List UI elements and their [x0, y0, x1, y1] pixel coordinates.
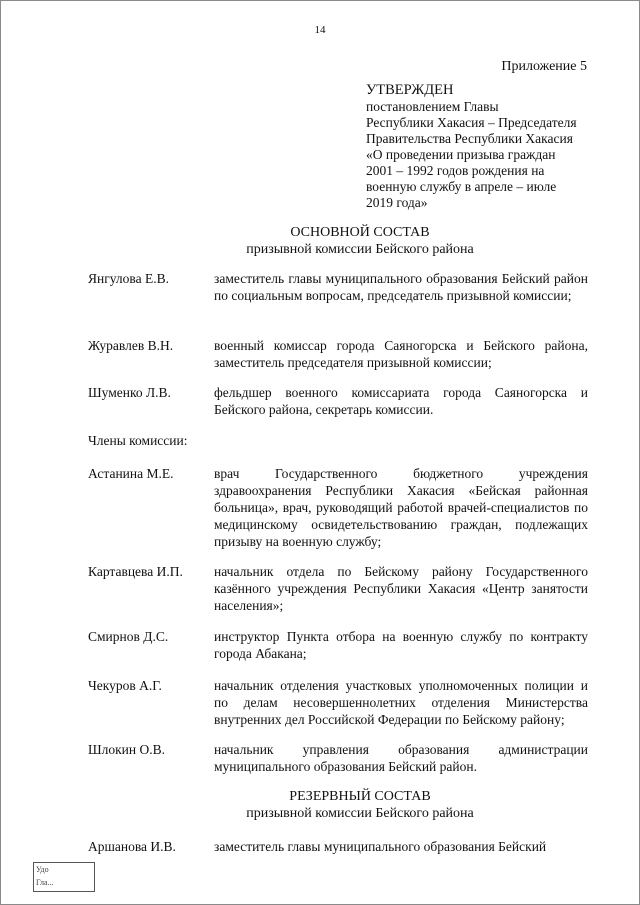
member-entry: [88, 628, 588, 662]
member-entry: [88, 838, 588, 855]
approval-line: 2001 – 1992 годов рождения на: [366, 163, 545, 178]
member-entry: [88, 384, 588, 418]
appendix-label: Приложение 5: [501, 59, 587, 74]
member-name: Янгулова Е.В.: [88, 271, 169, 286]
member-role: инструктор Пункта отбора на военную службу по контракту города Абакана;: [214, 629, 588, 661]
approval-heading: УТВЕРЖДЕН: [366, 82, 454, 98]
member-role: военный комиссар города Саяногорска и Бейского района, заместитель председателя призывной комиссии;: [214, 338, 588, 370]
main-composition-subtitle: призывной комиссии Бейского района: [246, 242, 474, 257]
approval-line: военную службу в апреле – июле: [366, 179, 557, 194]
member-name: Смирнов Д.С.: [88, 629, 169, 644]
member-entry: [88, 677, 588, 728]
member-entry: [88, 563, 588, 614]
page-number: 14: [314, 24, 326, 36]
member-role: врач Государственного бюджетного учреждения здравоохранения Республики Хакасия «Бейская районная больница», врач, руководящий работой врачей-специалистов по медицинскому освидетельствованию граждан, подлежащих призыву на военную службу;: [214, 466, 588, 549]
members-label: Члены комиссии:: [88, 433, 188, 448]
approval-block: [366, 82, 606, 211]
member-name: Чекуров А.Г.: [88, 678, 162, 693]
member-role: заместитель главы муниципального образования Бейский район по социальным вопросам, председатель призывной комиссии;: [214, 271, 588, 303]
main-composition-title: ОСНОВНОЙ СОСТАВ: [290, 225, 430, 240]
member-name: Журавлев В.Н.: [88, 338, 174, 353]
member-entry: [88, 337, 588, 371]
member-role: фельдшер военного комиссариата города Саяногорска и Бейского района, секретарь комиссии.: [214, 385, 588, 417]
member-entry: [88, 741, 588, 775]
stamp-line: Удо: [36, 865, 49, 874]
reserve-composition-subtitle: призывной комиссии Бейского района: [246, 806, 474, 821]
member-role: заместитель главы муниципального образования Бейский: [214, 839, 547, 854]
stamp-line: Гла...: [36, 878, 54, 887]
member-name: Шлокин О.В.: [88, 742, 165, 757]
reserve-composition-title: РЕЗЕРВНЫЙ СОСТАВ: [289, 789, 431, 804]
approval-line: Республики Хакасия – Председателя: [366, 115, 577, 130]
member-role: начальник отделения участковых уполномоченных полиции и по делам несовершеннолетних отделения Министерства внутренних дел Российской Федерации по Бейскому району;: [214, 678, 588, 727]
member-name: Астанина М.Е.: [88, 466, 174, 481]
member-entry: [88, 465, 588, 550]
approval-line: Правительства Республики Хакасия: [366, 131, 573, 146]
member-name: Аршанова И.В.: [88, 839, 176, 854]
approval-line: 2019 года»: [366, 195, 428, 210]
member-name: Шуменко Л.В.: [88, 385, 171, 400]
stamp: [33, 862, 95, 892]
member-entry: [88, 270, 588, 304]
member-role: начальник управления образования администрации муниципального образования Бейский район.: [214, 742, 588, 774]
approval-line: постановлением Главы: [366, 99, 499, 114]
member-role: начальник отдела по Бейскому району Государственного казённого учреждения Республики Хакасия «Центр занятости населения»;: [214, 564, 588, 613]
member-name: Картавцева И.П.: [88, 564, 183, 579]
approval-line: «О проведении призыва граждан: [366, 147, 556, 162]
